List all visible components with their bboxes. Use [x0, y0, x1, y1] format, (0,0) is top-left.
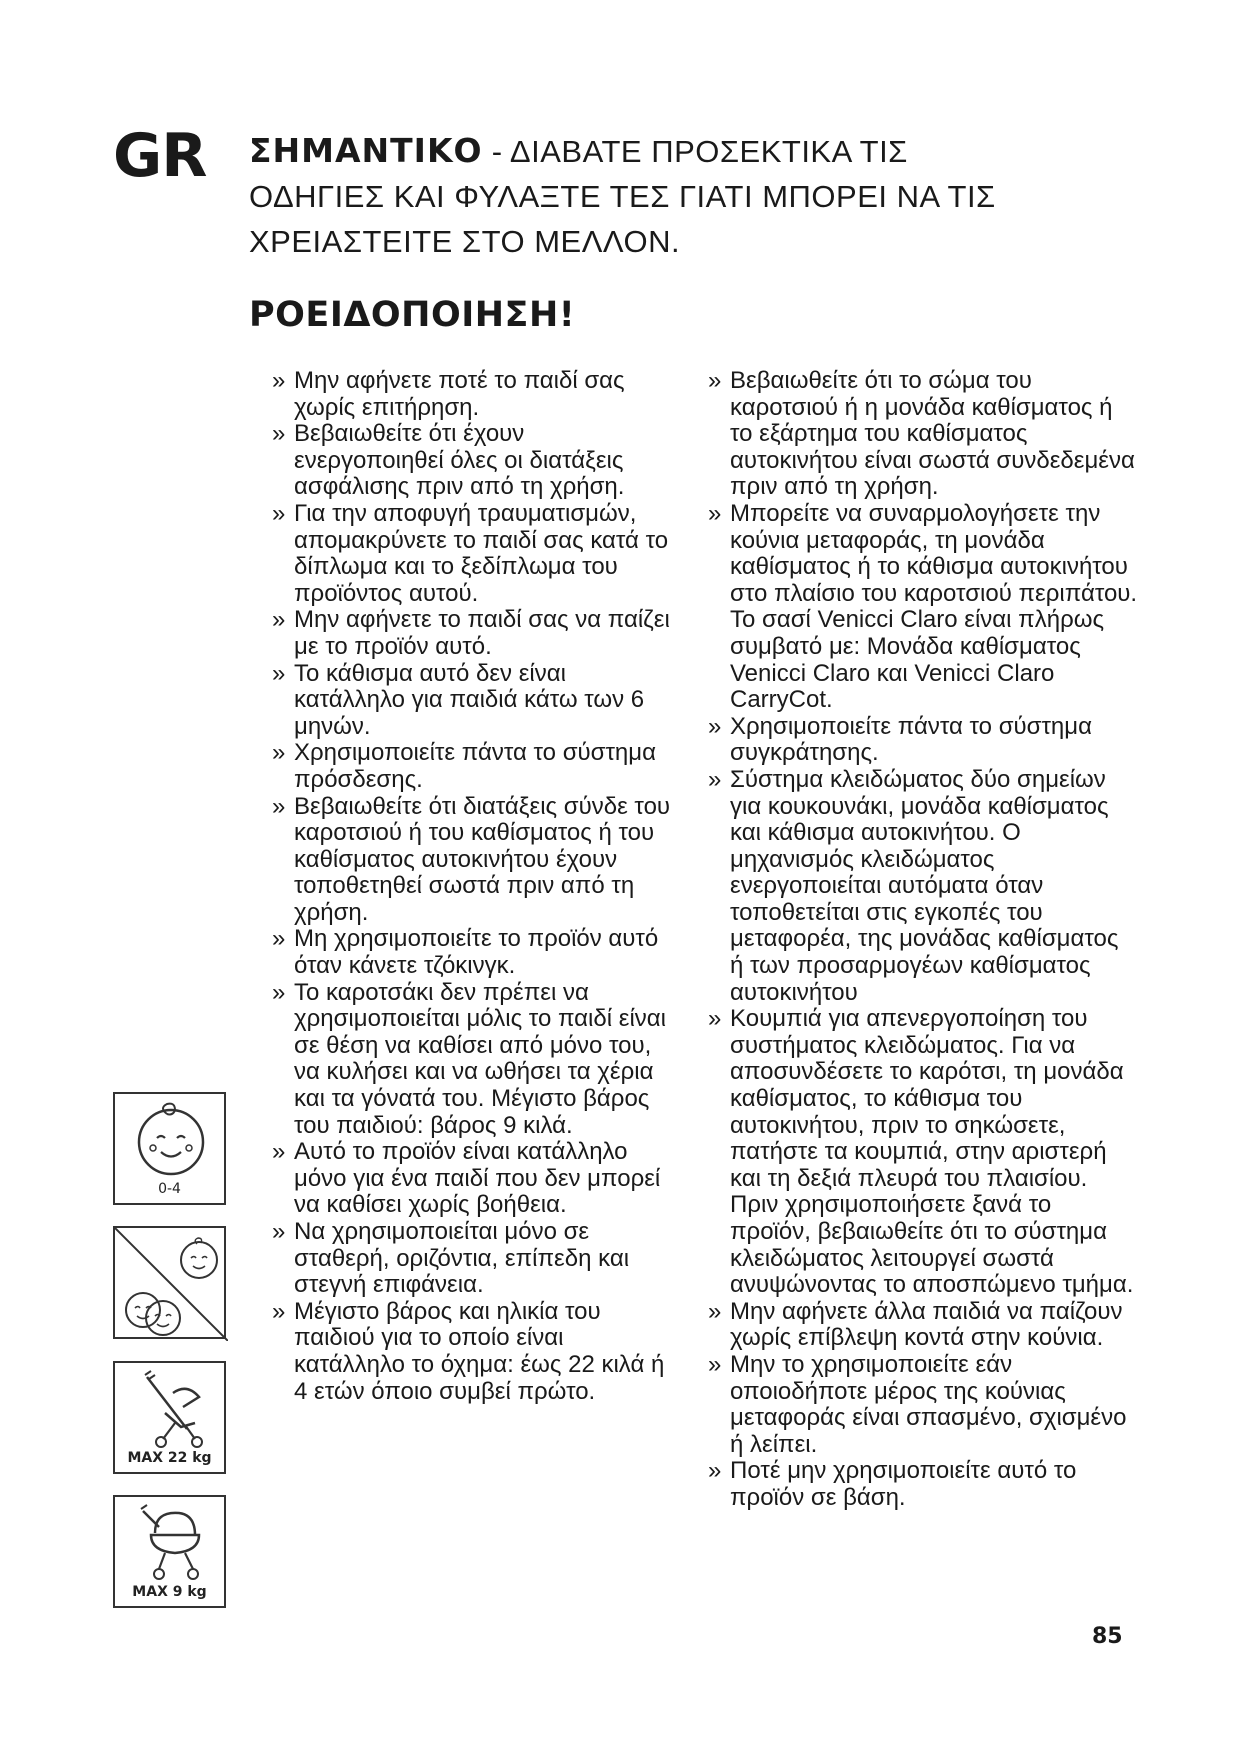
warning-text: Σύστημα κλειδώματος δύο σημείων για κουκουνάκι, μονάδα καθίσματος και κάθισμα αυτοκινήτου. Ο μηχανισμός κλειδώματος ενεργοποιείται αυτόματα όταν τοποθετείται στις εγκοπές του μεταφορέα, της μονάδας καθίσματος ή των προσαρμογέων καθίσματος αυτοκινήτου — [730, 765, 1119, 1006]
warning-text: Ποτέ μην χρησιμοποιείτε αυτό το προϊόν σε βάση. — [730, 1457, 1077, 1511]
bullet-marker: » — [708, 1297, 722, 1325]
warning-item — [708, 714, 1138, 767]
warning-text: Βεβαιωθείτε ότι έχουν ενεργοποιηθεί όλες οι διατάξεις ασφάλισης πριν από τη χρήση. — [294, 420, 625, 501]
left-warning-list — [272, 368, 672, 1405]
warning-text: Κουμπιά για απενεργοποίηση του συστήματος κλειδώματος. Για να αποσυνδέσετε το καρότσι, τη μονάδα καθίσματος, το κάθισμα του αυτοκινήτου, πριν το σηκώσετε, πατήστε τα κουμπιά, στην αριστερή και τη δεξιά πλευρά του πλαισίου. Πριν χρησιμοποιήσετε ξανά το προϊόν, βεβαιωθείτε ότι το σύστημα κλειδώματος λειτουργεί σωστά ανυψώνοντας το αποσπώμενο τμήμα. — [730, 1005, 1134, 1299]
warning-title: ΡΟΕΙΔΟΠΟΙΗΣΗ! — [249, 295, 576, 335]
important-label: ΣΗΜΑΝΤΙΚΟ — [249, 131, 483, 170]
warning-text: Μη χρησιμοποιείτε το προϊόν αυτό όταν κάνετε τζόκινγκ. — [294, 925, 659, 980]
bullet-marker: » — [272, 978, 286, 1006]
warning-item — [272, 1139, 672, 1219]
right-warning-list — [708, 368, 1138, 1512]
bullet-marker: » — [272, 659, 286, 687]
warning-text: Βεβαιωθείτε ότι διατάξεις σύνδε του καροτσιού ή του καθίσματος ή του καθίσματος αυτοκινήτου έχουν τοποθετηθεί σωστά πριν από τη χρήση. — [294, 792, 671, 926]
warning-item — [272, 740, 672, 793]
bullet-marker: » — [272, 792, 286, 820]
warning-item — [272, 1299, 672, 1405]
warning-text: Να χρησιμοποιείται μόνο σε σταθερή, οριζόντια, επίπεδη και στεγνή επιφάνεια. — [294, 1218, 630, 1299]
important-heading — [249, 128, 1129, 264]
stroller-weight-icon-box — [113, 1361, 226, 1474]
warning-text: Αυτό το προϊόν είναι κατάλληλο μόνο για ένα παιδί που δεν μπορεί να καθίσει χωρίς βοήθεια. — [294, 1138, 661, 1219]
warning-item — [708, 1458, 1138, 1511]
warning-text: Για την αποφυγή τραυματισμών, απομακρύνετε το παιδί σας κατά το δίπλωμα και το ξεδίπλωμα του προϊόντος αυτού. — [294, 499, 669, 607]
bullet-marker: » — [272, 925, 286, 953]
age-label: 0-4 — [158, 1181, 181, 1197]
bullet-marker: » — [272, 420, 286, 448]
warning-text: Μην αφήνετε ποτέ το παιδί σας χωρίς επιτήρηση. — [294, 367, 625, 421]
warning-item — [708, 368, 1138, 501]
warning-text: Χρησιμοποιείτε πάντα το σύστημα πρόσδεσης. — [294, 739, 656, 793]
warning-text: Το καροτσάκι δεν πρέπει να χρησιμοποιείται μόλις το παιδί είναι σε θέση να καθίσει από μόνο του, να κυλήσει και να ωθήσει τα χέρια και τα γόνατά του. Μέγιστο βάρος του παιδιού: βάρος 9 κιλά. — [294, 978, 666, 1139]
no-twins-icon — [115, 1228, 228, 1341]
warning-text: Βεβαιωθείτε ότι το σώμα του καροτσιού ή η μονάδα καθίσματος ή το εξάρτημα του καθίσματος αυτοκινήτου είναι σωστά συνδεδεμένα πριν από τη χρήση. — [730, 367, 1135, 501]
pram-max-weight: MAX 9 kg — [132, 1584, 207, 1600]
warning-item — [272, 421, 672, 501]
stroller-max-weight: MAX 22 kg — [127, 1450, 212, 1466]
bullet-marker: » — [272, 1297, 286, 1325]
warning-item — [708, 1299, 1138, 1352]
bullet-marker: » — [272, 367, 286, 394]
heading-line-2: ΟΔΗΓΙΕΣ ΚΑΙ ΦΥΛΑΞΤΕ ΤΕΣ ΓΙΑΤΙ ΜΠΟΡΕΙ ΝΑ ΤΙΣ — [249, 179, 996, 214]
warning-text: Μέγιστο βάρος και ηλικία του παιδιού για το οποίο είναι κατάλληλο το όχημα: έως 22 κιλά ή 4 ετών όποιο συμβεί πρώτο. — [294, 1297, 665, 1405]
warning-item — [272, 926, 672, 979]
bullet-marker: » — [708, 712, 722, 740]
warning-text: Μην αφήνετε άλλα παιδιά να παίζουν χωρίς επίβλεψη κοντά στην κούνια. — [730, 1297, 1123, 1352]
bullet-marker: » — [708, 367, 722, 394]
warning-item — [272, 980, 672, 1140]
warning-text: Μην αφήνετε το παιδί σας να παίζει με το προϊόν αυτό. — [294, 606, 670, 660]
bullet-marker: » — [708, 499, 722, 527]
bullet-marker: » — [708, 1457, 722, 1485]
bullet-marker: » — [708, 765, 722, 793]
warning-item — [708, 767, 1138, 1006]
warning-text: Το κάθισμα αυτό δεν είναι κατάλληλο για παιδιά κάτω των 6 μηνών. — [294, 659, 645, 740]
language-code: GR — [113, 121, 207, 191]
warning-item — [708, 1352, 1138, 1458]
bullet-marker: » — [272, 739, 286, 767]
warning-item — [272, 368, 672, 421]
heading-line-3: ΧΡΕΙΑΣΤΕΙΤΕ ΣΤΟ ΜΕΛΛΟΝ. — [249, 224, 681, 259]
bullet-marker: » — [272, 606, 286, 634]
warning-item — [272, 501, 672, 607]
single-child-icon-box — [113, 1226, 226, 1339]
warning-item — [272, 1219, 672, 1299]
bullet-marker: » — [272, 1138, 286, 1166]
warning-item — [272, 661, 672, 741]
bullet-marker: » — [272, 1218, 286, 1245]
warning-item — [708, 501, 1138, 714]
warning-item — [708, 1006, 1138, 1299]
bullet-marker: » — [272, 499, 286, 527]
warning-text: Χρησιμοποιείτε πάντα το σύστημα συγκράτησης. — [730, 712, 1092, 767]
warning-item — [272, 607, 672, 660]
heading-line-1: - ΔΙΑΒΑΤΕ ΠΡΟΣΕΚΤΙΚΑ ΤΙΣ — [482, 134, 908, 169]
warning-item — [272, 794, 672, 927]
age-icon-box — [113, 1092, 226, 1205]
warning-text: Μπορείτε να συναρμολογήσετε την κούνια μεταφοράς, τη μονάδα καθίσματος ή το κάθισμα αυτοκινήτου στο πλαίσιο του καροτσιού περιπάτου. Το σασί Venicci Claro είναι πλήρως συμβατό με: Μονάδα καθίσματος Venicci Claro και Venicci Claro CarryCot. — [730, 499, 1138, 714]
bullet-marker: » — [708, 1350, 722, 1378]
warning-text: Μην το χρησιμοποιείτε εάν οποιοδήποτε μέρος της κούνιας μεταφοράς είναι σπασμένο, σχισμένο ή λείπει. — [730, 1350, 1127, 1458]
pram-weight-icon-box — [113, 1495, 226, 1608]
bullet-marker: » — [708, 1005, 722, 1033]
page-number: 85 — [1092, 1624, 1123, 1649]
